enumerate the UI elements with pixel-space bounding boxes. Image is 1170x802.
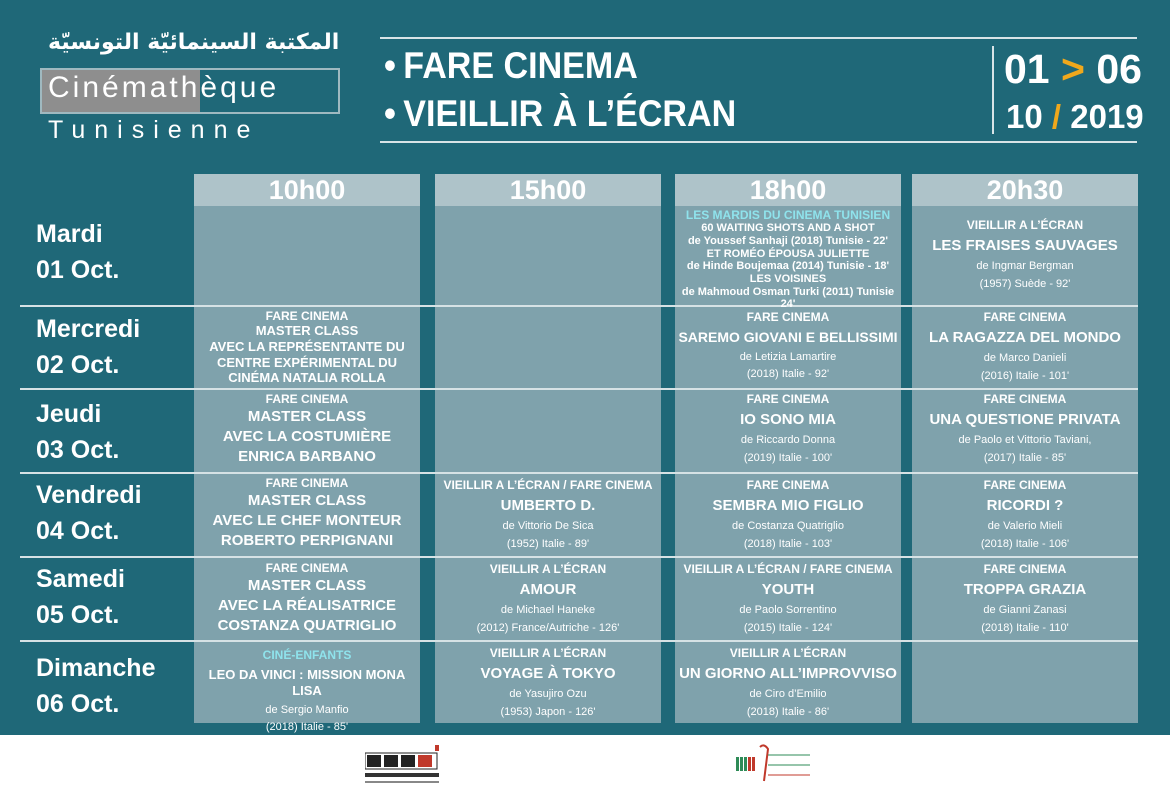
screening-category: FARE CINEMA [265, 476, 349, 490]
film-title: LES FRAISES SAUVAGES [932, 237, 1118, 255]
film-title: AMOUR [519, 581, 577, 599]
screening-category: VIEILLIR A L’ÉCRAN [489, 562, 607, 576]
logo-cine-rest-part: thèque [169, 71, 280, 104]
day-date: 04 Oct. [36, 517, 120, 545]
cnci-logo [365, 745, 443, 789]
screening-category: FARE CINEMA [265, 561, 349, 575]
day-label-vendredi [36, 477, 142, 549]
screening-category: FARE CINEMA [265, 392, 349, 406]
time-header-20h30: 20h30 [912, 174, 1138, 206]
screening-sun-10h00 [194, 648, 420, 734]
screening-tue-18h00 [675, 208, 901, 311]
day-date: 06 Oct. [36, 690, 120, 718]
film-title: 60 WAITING SHOTS AND A SHOT [701, 222, 875, 235]
film-meta: (1953) Japon - 126' [500, 705, 596, 718]
event-detail: COSTANZA QUATRIGLIO [217, 617, 397, 635]
screening-fri-18h00 [675, 478, 901, 551]
row-divider [20, 472, 1138, 474]
film-meta: (1957) Suède - 92' [979, 277, 1071, 290]
istituto-italiano-di-cultura-logo [734, 741, 818, 789]
screening-category: VIEILLIR A L’ÉCRAN / FARE CINEMA [443, 478, 653, 492]
day-date: 03 Oct. [36, 436, 120, 464]
screening-category: FARE CINEMA [983, 562, 1067, 576]
film-title: YOUTH [761, 581, 815, 599]
film-director: de Vittorio De Sica [502, 520, 594, 533]
screening-thu-10h00 [194, 392, 420, 466]
screening-category: FARE CINEMA [983, 392, 1067, 406]
film-meta: (2018) Italie - 86' [746, 705, 830, 718]
film-director: de Yasujiro Ozu [509, 688, 587, 701]
film-director: de Riccardo Donna [740, 434, 836, 447]
program-title-2 [384, 93, 736, 135]
screening-category: FARE CINEMA [983, 478, 1067, 492]
film-title: VOYAGE À TOKYO [480, 665, 616, 683]
screening-category: LES MARDIS DU CINEMA TUNISIEN [685, 208, 891, 222]
screening-category: VIEILLIR A L’ÉCRAN / FARE CINEMA [683, 562, 893, 576]
date-range-days [1004, 46, 1142, 93]
day-label-mardi [36, 216, 119, 288]
screening-category: FARE CINEMA [746, 478, 830, 492]
screening-sun-15h00 [435, 646, 661, 719]
film-meta: (2017) Italie - 85' [983, 451, 1067, 464]
film-title: UNA QUESTIONE PRIVATA [929, 411, 1121, 429]
day-name: Mercredi [36, 315, 141, 343]
film-meta: (1952) Italie - 89' [506, 537, 590, 550]
event-title: MASTER CLASS [247, 408, 367, 426]
title-separator [992, 46, 994, 134]
event-detail: CINÉMA NATALIA ROLLA [228, 370, 386, 386]
event-detail: CENTRE EXPÉRIMENTAL DU [216, 354, 398, 370]
bullet-icon: • [384, 45, 396, 86]
date-to: 06 [1096, 46, 1142, 92]
program-title-1-text: FARE CINEMA [403, 45, 638, 86]
event-detail: ENRICA BARBANO [238, 448, 376, 466]
row-divider [20, 305, 1138, 307]
date-range-month-year [1006, 98, 1144, 136]
day-name: Samedi [36, 565, 125, 593]
screening-category: FARE CINEMA [746, 392, 830, 406]
film-meta: (2012) France/Autriche - 126' [476, 621, 620, 634]
film-meta: (2018) Italie - 85' [265, 720, 349, 733]
screening-thu-18h00 [675, 392, 901, 465]
day-name: Dimanche [36, 654, 156, 682]
film-director: de Letizia Lamartire [739, 351, 837, 364]
film-meta: (2018) Italie - 92' [746, 368, 830, 381]
screening-tue-20h30 [912, 218, 1138, 291]
day-label-mercredi [36, 311, 140, 383]
day-name: Mardi [36, 220, 103, 248]
logo-tunisienne: Tunisienne [48, 116, 260, 144]
row-divider [20, 640, 1138, 642]
film-credit: de Youssef Sanhaji (2018) Tunisie - 22' [687, 235, 889, 248]
event-detail: AVEC LE CHEF MONTEUR [212, 512, 402, 530]
screening-category: CINÉ-ENFANTS [262, 648, 352, 662]
film-director: de Sergio Manfio [265, 703, 349, 716]
film-title: LEO DA VINCI : MISSION MONA LISA [208, 667, 406, 698]
date-slash: / [1051, 98, 1062, 135]
date-month: 10 [1006, 98, 1043, 135]
film-title: SAREMO GIOVANI E BELLISSIMI [678, 329, 898, 346]
screening-category: FARE CINEMA [746, 310, 830, 324]
screening-sat-15h00 [435, 562, 661, 635]
screening-thu-20h30 [912, 392, 1138, 465]
film-director: de Ciro d’Emilio [749, 688, 827, 701]
event-title: MASTER CLASS [247, 577, 367, 595]
film-meta: (2019) Italie - 100' [743, 451, 833, 464]
film-title: RICORDI ? [986, 497, 1064, 515]
screening-category: FARE CINEMA [983, 310, 1067, 324]
day-label-jeudi [36, 396, 119, 468]
day-name: Vendredi [36, 481, 142, 509]
film-director: de Marco Danieli [983, 352, 1067, 365]
screening-category: VIEILLIR A L’ÉCRAN [729, 646, 847, 660]
screening-category: VIEILLIR A L’ÉCRAN [489, 646, 607, 660]
program-title-2-text: VIEILLIR À L’ÉCRAN [403, 93, 737, 134]
screening-wed-18h00 [675, 310, 901, 382]
screening-wed-10h00 [194, 309, 420, 386]
film-title: TROPPA GRAZIA [963, 581, 1087, 599]
time-header-15h00: 15h00 [435, 174, 661, 206]
logo-arabic-text: المكتبة السينمائيّة التونسيّة [48, 30, 340, 55]
event-detail: AVEC LA RÉALISATRICE [217, 597, 397, 615]
film-title: UN GIORNO ALL’IMPROVVISO [679, 665, 897, 683]
day-label-dimanche [36, 650, 155, 722]
film-director: de Paolo Sorrentino [739, 604, 837, 617]
program-title-1 [384, 45, 638, 87]
day-date: 01 Oct. [36, 256, 120, 284]
logo-cinematheque [48, 71, 279, 105]
film-director: de Valerio Mieli [987, 520, 1063, 533]
screening-category: VIEILLIR A L’ÉCRAN [966, 218, 1084, 232]
film-title: ET ROMÉO ÉPOUSA JULIETTE [706, 247, 870, 260]
film-director: de Costanza Quatriglio [732, 520, 844, 533]
screening-fri-15h00 [435, 478, 661, 551]
film-meta: (2018) Italie - 110' [981, 621, 1069, 634]
day-label-samedi [36, 561, 125, 633]
date-from: 01 [1004, 46, 1050, 92]
film-title: SEMBRA MIO FIGLIO [712, 497, 864, 515]
time-header-10h00: 10h00 [194, 174, 420, 206]
screening-category: FARE CINEMA [265, 309, 349, 323]
screening-sun-18h00 [675, 646, 901, 719]
row-divider [20, 388, 1138, 390]
title-rule-bottom [380, 141, 1137, 143]
footer-band [0, 735, 1170, 802]
screening-sat-20h30 [912, 562, 1138, 635]
date-year: 2019 [1070, 98, 1144, 135]
film-title: LA RAGAZZA DEL MONDO [929, 329, 1121, 347]
film-title: IO SONO MIA [740, 411, 836, 429]
event-detail: ROBERTO PERPIGNANI [220, 532, 394, 550]
film-title: LES VOISINES [749, 272, 827, 285]
row-divider [20, 556, 1138, 558]
day-date: 02 Oct. [36, 351, 120, 379]
film-title: UMBERTO D. [500, 497, 596, 515]
event-detail: AVEC LA COSTUMIÈRE [222, 428, 392, 446]
title-rule-top [380, 37, 1137, 39]
event-title: MASTER CLASS [247, 492, 367, 510]
film-credit: de Hinde Boujemaa (2014) Tunisie - 18' [686, 260, 890, 273]
event-detail: AVEC LA REPRÉSENTANTE DU [209, 338, 405, 354]
arrow-icon: > [1061, 46, 1085, 92]
film-meta: (2016) Italie - 101' [980, 369, 1070, 382]
film-meta: (2018) Italie - 106' [980, 537, 1070, 550]
film-director: de Gianni Zanasi [983, 604, 1067, 617]
film-meta: (2015) Italie - 124' [743, 621, 833, 634]
film-director: de Paolo et Vittorio Taviani, [958, 434, 1092, 447]
film-credit: de Mahmoud Osman Turki (2011) Tunisie 24' [681, 285, 895, 311]
screening-fri-20h30 [912, 478, 1138, 551]
bullet-icon: • [384, 93, 396, 134]
film-director: de Ingmar Bergman [976, 260, 1074, 273]
time-header-18h00: 18h00 [675, 174, 901, 206]
film-director: de Michael Haneke [500, 604, 596, 617]
event-title: MASTER CLASS [255, 323, 359, 339]
screening-sat-10h00 [194, 561, 420, 635]
screening-fri-10h00 [194, 476, 420, 550]
screening-wed-20h30 [912, 310, 1138, 383]
logo-cine-grey-part: Cinéma [48, 71, 170, 104]
day-name: Jeudi [36, 400, 102, 428]
film-meta: (2018) Italie - 103' [743, 537, 833, 550]
day-date: 05 Oct. [36, 601, 120, 629]
screening-sat-18h00 [675, 562, 901, 635]
